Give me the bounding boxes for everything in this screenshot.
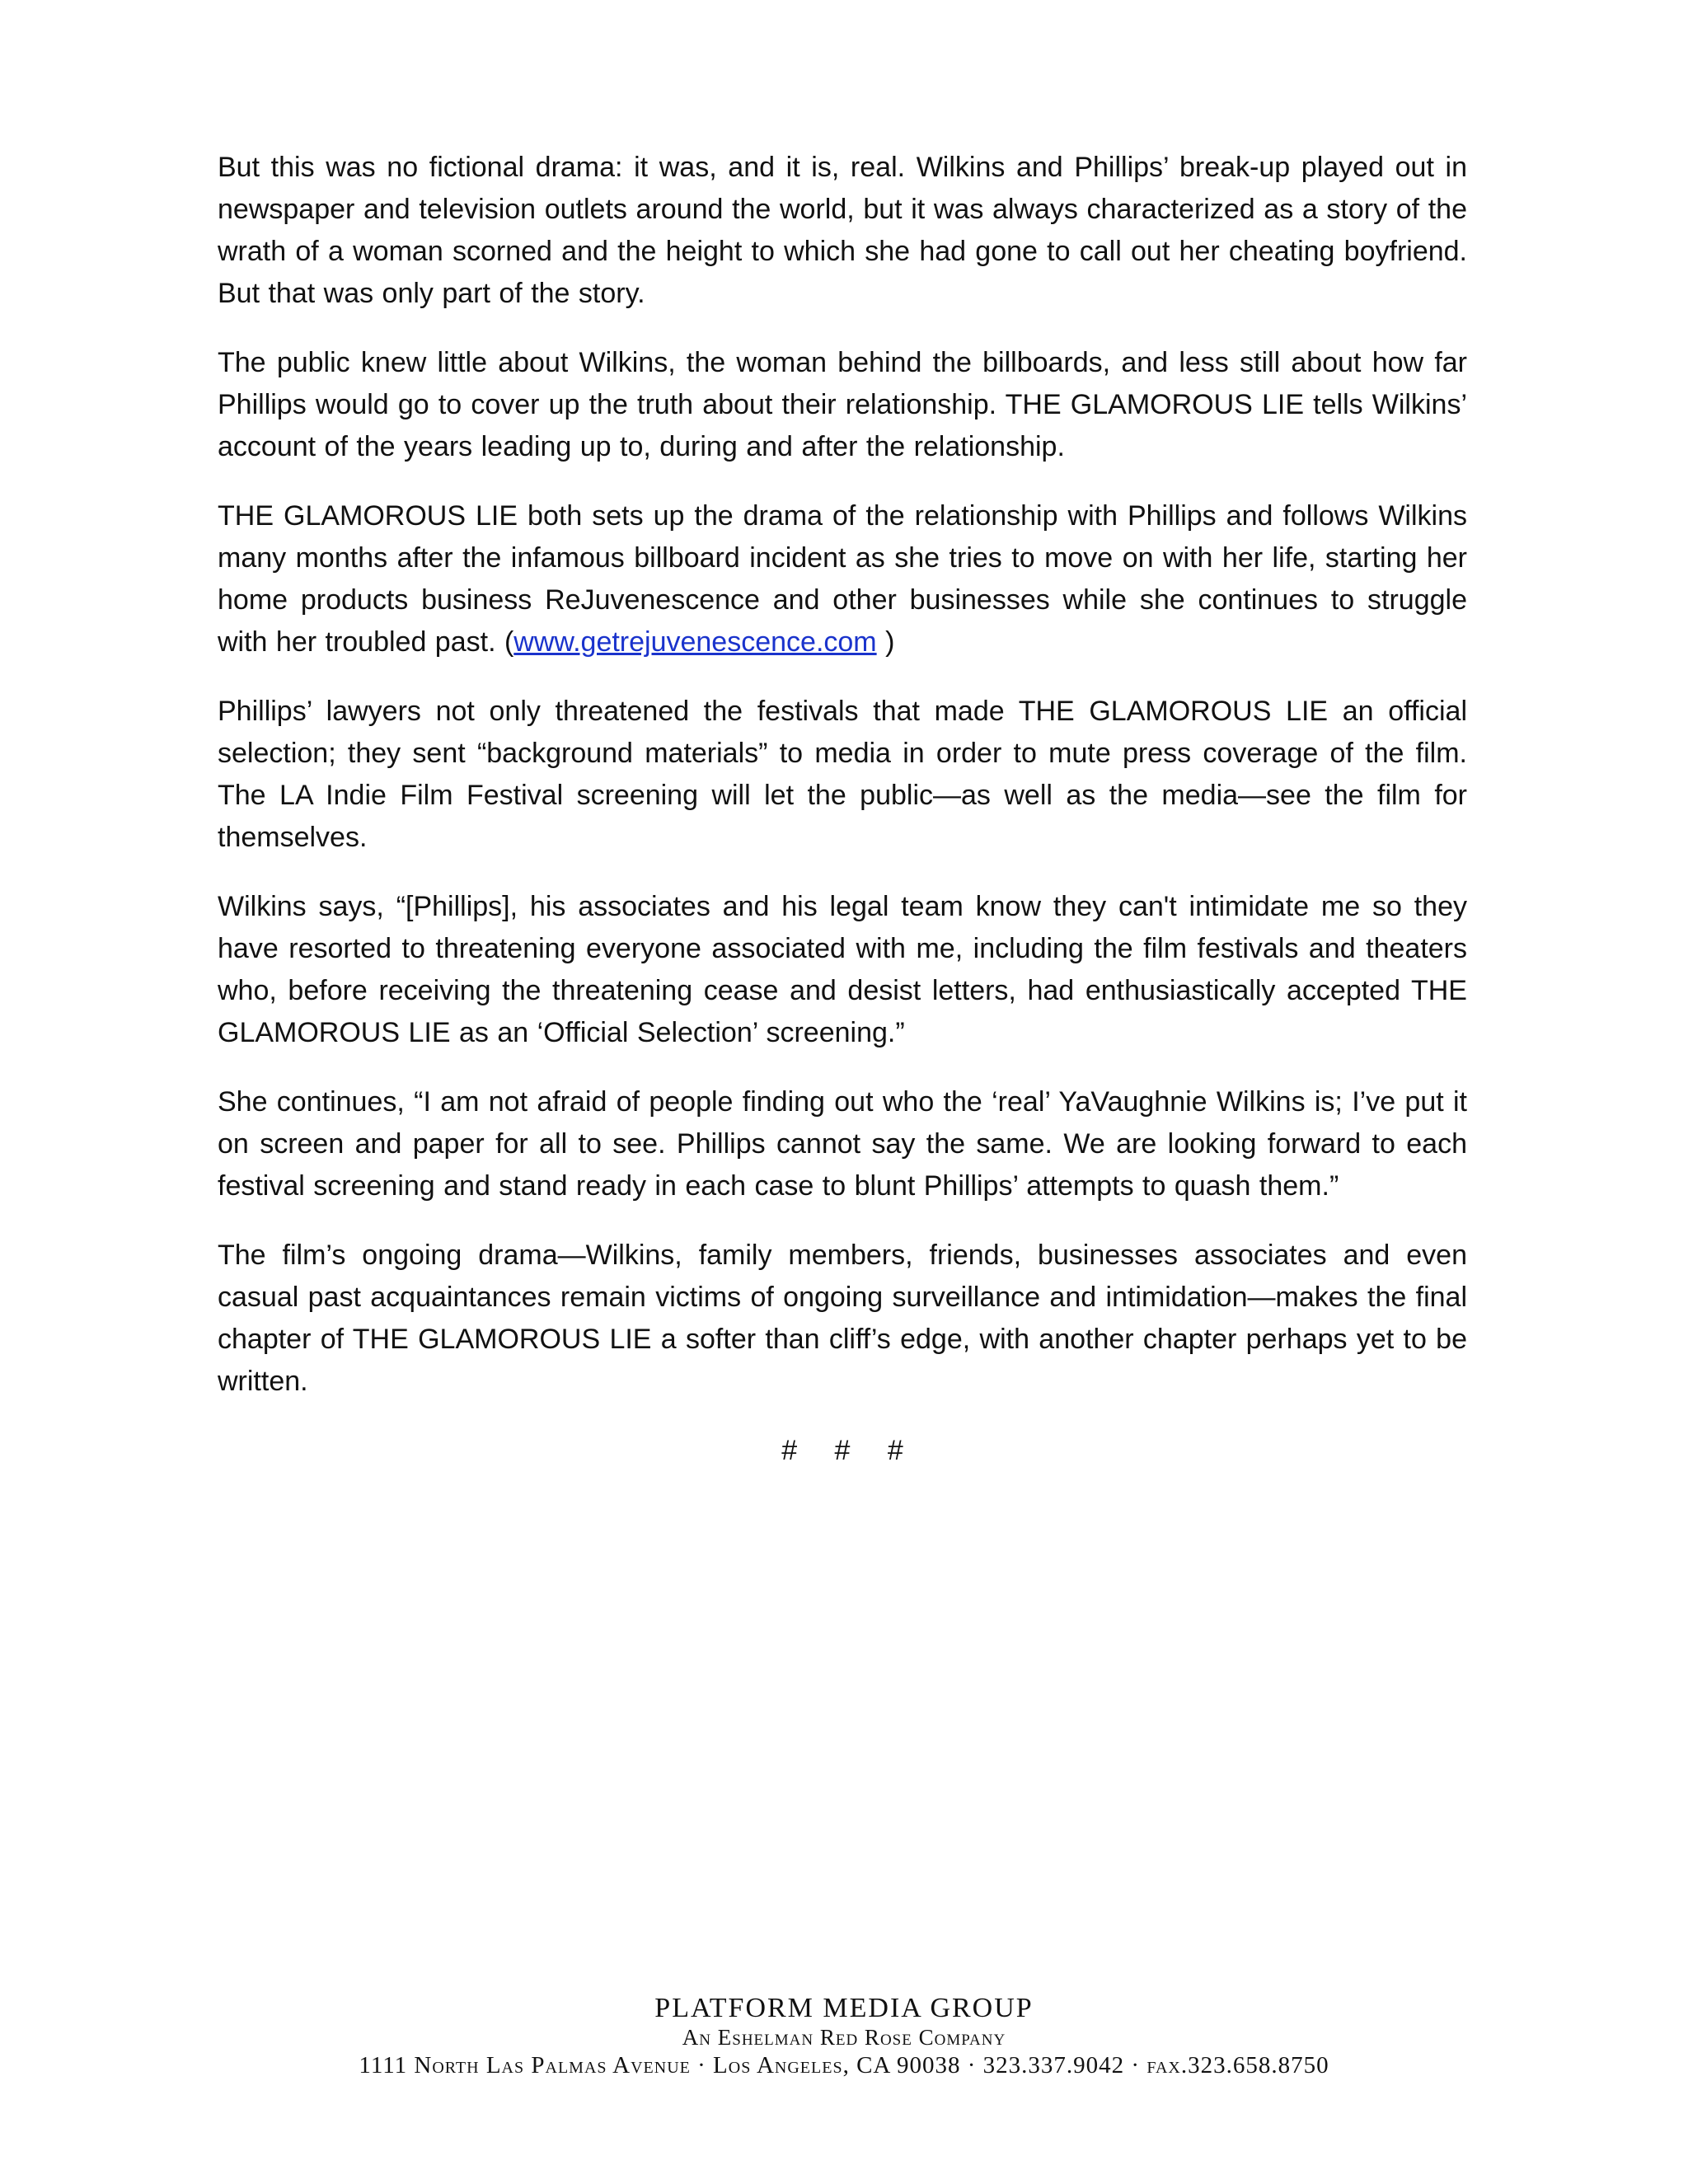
letterhead-footer [0,1993,1688,2080]
company-address: 1111 North Las Palmas Avenue · Los Angeles, CA 90038 · 323.337.9042 · fax.323.658.8750 [359,2052,1329,2079]
company-subsidiary: An Eshelman Red Rose Company [682,2025,1006,2050]
paragraph-1: But this was no fictional drama: it was, and it is, real. Wilkins and Phillips’ break-up played out in newspaper and television outlets around the world, but it was always characterized as a story of the wrath of a woman scorned and the height to which she had gone to call out her cheating boyfriend. But that was only part of the story. [218,152,1467,309]
website-link[interactable]: www.getrejuvenescence.com [513,626,877,658]
paragraph-7: The film’s ongoing drama—Wilkins, family members, friends, businesses associates and even casual past acquaintances remain victims of ongoing surveillance and intimidation—makes the final chapter of THE GLAMOROUS LIE a softer than cliff’s edge, with another chapter perhaps yet to be written. [218,1240,1467,1397]
press-release-body [218,147,1467,1472]
company-name: PLATFORM MEDIA GROUP [654,1993,1034,2023]
paragraph-4: Phillips’ lawyers not only threatened the festivals that made THE GLAMOROUS LIE an official selection; they sent “background materials” to media in order to mute press coverage of the film. The LA Indie Film Festival screening will let the public—as well as the media—see the film for themselves. [218,696,1467,853]
paragraph-5: Wilkins says, “[Phillips], his associates and his legal team know they can't intimidate me so they have resorted to threatening everyone associated with me, including the film festivals and theaters who, before receiving the threatening cease and desist letters, had enthusiastically accepted THE GLAMOROUS LIE as an ‘Official Selection’ screening.” [218,891,1467,1048]
paragraph-3-text: THE GLAMOROUS LIE both sets up the drama of the relationship with Phillips and follows Wilkins many months after the infamous billboard incident as she tries to move on with her life, starting her home products business ReJuvenescence and other businesses while she continues to struggle with her troubled past. ( [218,500,1467,658]
paragraph-3-closing: ) [876,626,895,658]
paragraph-3 [218,495,1467,663]
end-marks: # # # [781,1435,903,1466]
paragraph-6: She continues, “I am not afraid of people finding out who the ‘real’ YaVaughnie Wilkins is; I’ve put it on screen and paper for all to see. Phillips cannot say the same. We are looking forward to each festival screening and stand ready in each case to blunt Phillips’ attempts to quash them.” [218,1086,1467,1202]
paragraph-2: The public knew little about Wilkins, the woman behind the billboards, and less still about how far Phillips would go to cover up the truth about their relationship. THE GLAMOROUS LIE tells Wilkins’ account of the years leading up to, during and after the relationship. [218,347,1467,462]
